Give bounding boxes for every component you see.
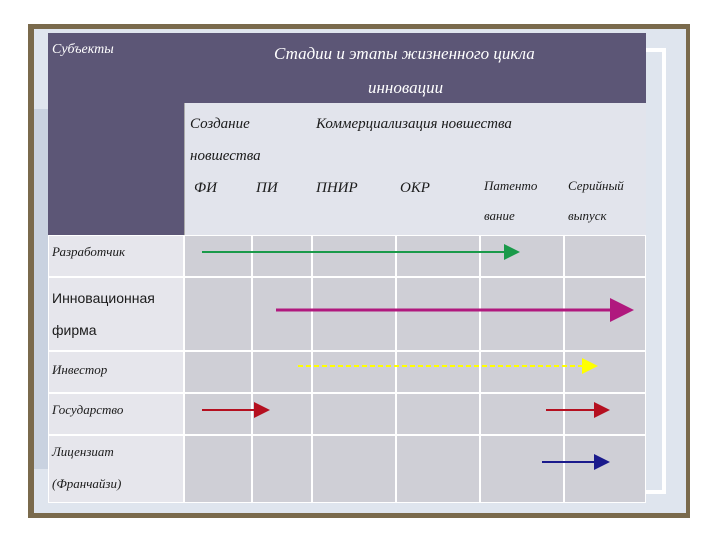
decorative-stripe bbox=[34, 109, 48, 469]
row-label-firm-line-2: фирма bbox=[52, 322, 97, 338]
table-cell bbox=[396, 277, 480, 351]
phase-serial-line-1: Серийный bbox=[568, 178, 624, 193]
row-label-investor: Инвестор bbox=[52, 362, 108, 377]
stage-creation-line-1: Создание bbox=[190, 116, 250, 132]
table-cell bbox=[480, 435, 564, 503]
phase-fi: ФИ bbox=[194, 180, 217, 196]
stage-creation-line-2: новшества bbox=[190, 148, 261, 164]
subjects-header-cell bbox=[48, 33, 184, 235]
table-cell bbox=[252, 393, 312, 435]
table-cell bbox=[480, 351, 564, 393]
phase-patent-line-1: Патенто bbox=[484, 178, 538, 193]
row-label-state: Государство bbox=[52, 402, 124, 417]
title-line-1: Стадии и этапы жизненного цикла bbox=[274, 44, 535, 63]
table-cell bbox=[396, 435, 480, 503]
table-cell bbox=[396, 393, 480, 435]
table-cell bbox=[312, 393, 396, 435]
table-cell bbox=[252, 277, 312, 351]
title-line-2: инновации bbox=[368, 78, 444, 97]
table-cell bbox=[480, 277, 564, 351]
table-cell bbox=[252, 435, 312, 503]
table-cell bbox=[312, 435, 396, 503]
table-cell bbox=[564, 351, 646, 393]
row-label-firm-line-1: Инновационная bbox=[52, 290, 155, 306]
table-cell bbox=[252, 235, 312, 277]
table-cell bbox=[564, 235, 646, 277]
stage-commercialization: Коммерциализация новшества bbox=[316, 116, 512, 132]
subjects-label: Субъекты bbox=[52, 42, 114, 57]
phase-pnir: ПНИР bbox=[316, 180, 358, 196]
row-label-licensee-line-1: Лицензиат bbox=[52, 444, 114, 459]
table-cell bbox=[184, 351, 252, 393]
phase-okr: ОКР bbox=[400, 180, 430, 196]
table-cell bbox=[184, 393, 252, 435]
table-cell bbox=[564, 393, 646, 435]
table-cell bbox=[312, 277, 396, 351]
row-label-developer: Разработчик bbox=[52, 244, 126, 259]
table-cell bbox=[252, 351, 312, 393]
table-cell bbox=[184, 235, 252, 277]
table-cell bbox=[480, 393, 564, 435]
table-cell bbox=[312, 235, 396, 277]
table-cell bbox=[184, 277, 252, 351]
phase-pi: ПИ bbox=[256, 180, 278, 196]
table-cell bbox=[480, 235, 564, 277]
row-label-licensee-line-2: (Франчайзи) bbox=[52, 476, 122, 491]
table-cell bbox=[396, 351, 480, 393]
table-cell bbox=[184, 435, 252, 503]
row-label-cell bbox=[48, 277, 184, 351]
phase-serial-line-2: выпуск bbox=[568, 208, 607, 223]
table-cell bbox=[564, 435, 646, 503]
table-cell bbox=[564, 277, 646, 351]
phase-patent-line-2: вание bbox=[484, 208, 515, 223]
table-cell bbox=[312, 351, 396, 393]
table-cell bbox=[396, 235, 480, 277]
